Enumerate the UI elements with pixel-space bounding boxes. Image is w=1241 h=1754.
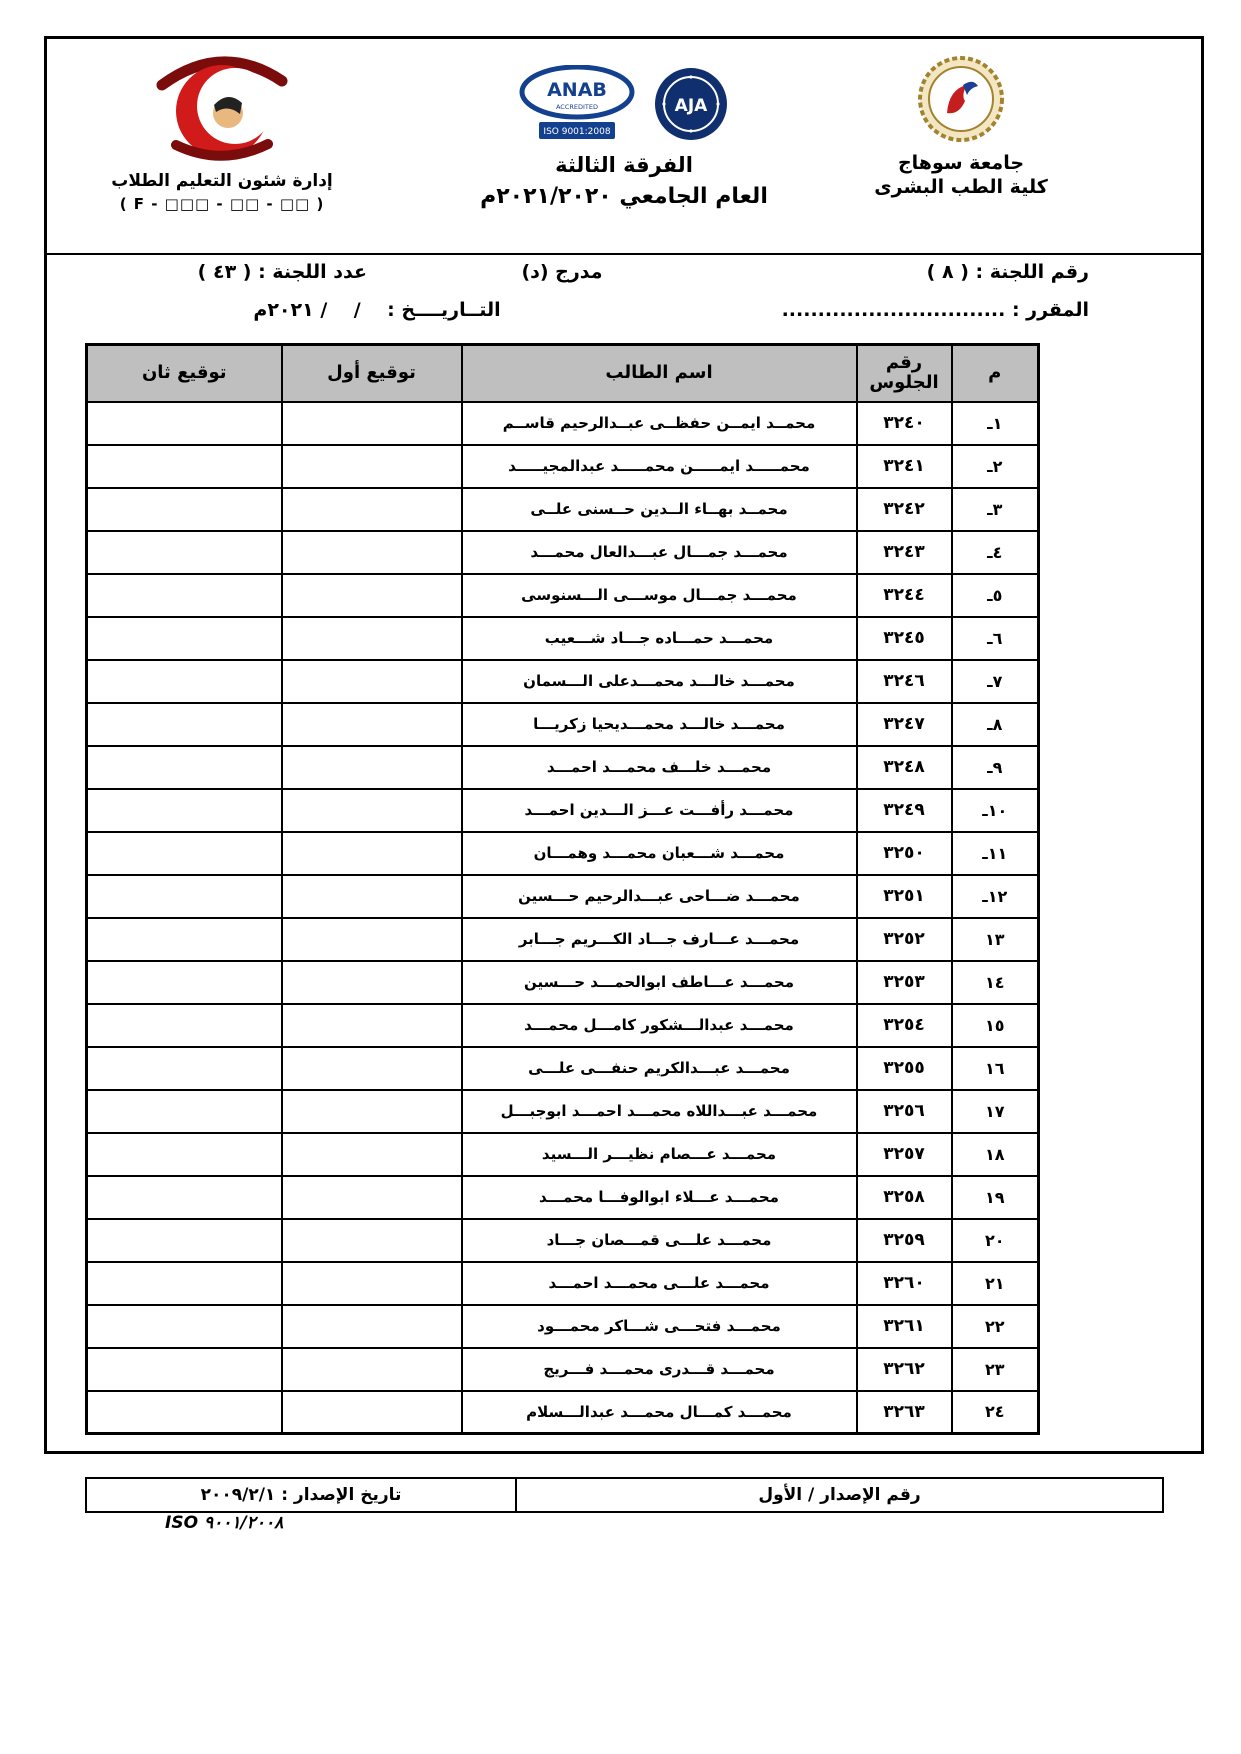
first-signature-cell <box>282 488 462 531</box>
name-cell: محمـــد قـــدرى محمـــد فـــريج <box>462 1348 857 1391</box>
seat-cell: ٣٢٥٥ <box>857 1047 952 1090</box>
first-signature-cell <box>282 402 462 445</box>
table-row <box>87 832 1039 875</box>
name-cell: محمـــد جمـــال عبـــدالعال محمـــد <box>462 531 857 574</box>
name-cell: محمـــد خالـــد محمـــدعلى الـــسمان <box>462 660 857 703</box>
seat-cell: ٣٢٥٢ <box>857 918 952 961</box>
header-left-block <box>82 45 362 213</box>
table-row <box>87 617 1039 660</box>
table-row <box>87 1176 1039 1219</box>
first-signature-cell <box>282 574 462 617</box>
seat-cell: ٣٢٤٨ <box>857 746 952 789</box>
first-signature-cell <box>282 832 462 875</box>
index-cell: ٨ـ <box>952 703 1039 746</box>
index-cell: ١٧ <box>952 1090 1039 1133</box>
roster-body <box>87 402 1039 1434</box>
table-row <box>87 445 1039 488</box>
table-row <box>87 531 1039 574</box>
table-row <box>87 1090 1039 1133</box>
first-signature-cell <box>282 875 462 918</box>
faculty-crescent-logo-icon <box>132 45 312 161</box>
first-signature-cell <box>282 531 462 574</box>
index-cell: ٢ـ <box>952 445 1039 488</box>
index-cell: ١٥ <box>952 1004 1039 1047</box>
second-signature-cell <box>87 1262 282 1305</box>
table-row <box>87 1047 1039 1090</box>
grade-title: الفرقة الثالثة <box>555 153 693 177</box>
index-cell: ٦ـ <box>952 617 1039 660</box>
header-right-block <box>849 55 1073 200</box>
index-cell: ٣ـ <box>952 488 1039 531</box>
index-cell: ١٣ <box>952 918 1039 961</box>
name-cell: محمـــد عـــاطف ابوالحمـــد حـــسين <box>462 961 857 1004</box>
index-cell: ٩ـ <box>952 746 1039 789</box>
second-signature-cell <box>87 1176 282 1219</box>
seat-cell: ٣٢٤٧ <box>857 703 952 746</box>
committee-count: عدد اللجنة : ( ٤٣ ) <box>197 261 367 283</box>
name-cell: محمـــد شـــعبان محمـــد وهمـــان <box>462 832 857 875</box>
first-signature-cell <box>282 703 462 746</box>
name-cell: محمــد بهــاء الــدين حــسنى علــى <box>462 488 857 531</box>
name-cell: محمـــــد ايمـــــن محمـــــد عبدالمجيـــــد <box>462 445 857 488</box>
second-signature-cell <box>87 875 282 918</box>
seat-cell: ٣٢٦١ <box>857 1305 952 1348</box>
first-signature-cell <box>282 746 462 789</box>
table-row <box>87 1391 1039 1434</box>
name-cell: محمـــد عبدالـــشكور كامـــل محمـــد <box>462 1004 857 1047</box>
seat-cell: ٣٢٤٣ <box>857 531 952 574</box>
seat-cell: ٣٢٤١ <box>857 445 952 488</box>
name-cell: محمـــد عـــارف جـــاد الكـــريم جـــابر <box>462 918 857 961</box>
first-signature-cell <box>282 1176 462 1219</box>
second-signature-cell <box>87 918 282 961</box>
second-signature-cell <box>87 789 282 832</box>
first-signature-cell <box>282 1348 462 1391</box>
first-signature-cell <box>282 1391 462 1434</box>
second-signature-cell <box>87 1348 282 1391</box>
footer-bar <box>85 1477 1164 1513</box>
first-signature-cell <box>282 1262 462 1305</box>
committee-info-section <box>47 253 1201 345</box>
header-center-block <box>404 65 844 209</box>
seat-cell: ٣٢٤٥ <box>857 617 952 660</box>
table-row <box>87 1305 1039 1348</box>
index-cell: ١ـ <box>952 402 1039 445</box>
committee-number: رقم اللجنة : ( ٨ ) <box>926 261 1089 283</box>
first-signature-cell <box>282 1219 462 1262</box>
name-cell: محمــد ايمــن حفظــى عبــدالرحيم قاســم <box>462 402 857 445</box>
date-field: التــاريــــخ : / / ٢٠٢١م <box>253 299 501 321</box>
seat-cell: ٣٢٥٧ <box>857 1133 952 1176</box>
first-signature-cell <box>282 918 462 961</box>
index-cell: ٢٤ <box>952 1391 1039 1434</box>
name-cell: محمـــد حمـــاده جـــاد شـــعيب <box>462 617 857 660</box>
first-signature-cell <box>282 961 462 1004</box>
first-signature-header: توقيع أول <box>282 345 462 402</box>
aja-text: AJA <box>674 96 708 116</box>
first-signature-cell <box>282 789 462 832</box>
table-row <box>87 703 1039 746</box>
table-row <box>87 574 1039 617</box>
university-name: جامعة سوهاج <box>897 152 1025 174</box>
index-cell: ٢١ <box>952 1262 1039 1305</box>
second-signature-cell <box>87 531 282 574</box>
seat-cell: ٣٢٤٠ <box>857 402 952 445</box>
second-signature-cell <box>87 660 282 703</box>
index-cell: ١٦ <box>952 1047 1039 1090</box>
anab-text: ANAB <box>547 79 607 101</box>
second-signature-cell <box>87 1133 282 1176</box>
second-signature-cell <box>87 832 282 875</box>
second-signature-cell <box>87 746 282 789</box>
name-cell: محمـــد علـــى محمـــد احمـــد <box>462 1262 857 1305</box>
index-cell: ١٤ <box>952 961 1039 1004</box>
second-signature-cell <box>87 703 282 746</box>
index-cell: ٧ـ <box>952 660 1039 703</box>
first-signature-cell <box>282 660 462 703</box>
seat-cell: ٣٢٤٢ <box>857 488 952 531</box>
table-row <box>87 488 1039 531</box>
seat-cell: ٣٢٥٩ <box>857 1219 952 1262</box>
name-cell: محمـــد فتحـــى شـــاكر محمـــود <box>462 1305 857 1348</box>
name-cell: محمـــد كمـــال محمـــد عبدالـــسلام <box>462 1391 857 1434</box>
index-cell: ١١ـ <box>952 832 1039 875</box>
table-row <box>87 402 1039 445</box>
seat-cell: ٣٢٤٦ <box>857 660 952 703</box>
second-signature-header: توقيع ثان <box>87 345 282 402</box>
course-field: المقرر : ............................... <box>781 299 1089 321</box>
second-signature-cell <box>87 1090 282 1133</box>
seat-number-header: رقم الجلوس <box>857 345 952 402</box>
department-name: إدارة شئون التعليم الطلاب <box>111 171 333 191</box>
index-cell: ٥ـ <box>952 574 1039 617</box>
index-cell: ١٢ـ <box>952 875 1039 918</box>
seat-cell: ٣٢٤٤ <box>857 574 952 617</box>
table-row <box>87 875 1039 918</box>
index-cell: ٢٢ <box>952 1305 1039 1348</box>
student-name-header: اسم الطالب <box>462 345 857 402</box>
anab-logo-icon <box>518 65 636 143</box>
second-signature-cell <box>87 1219 282 1262</box>
index-header: م <box>952 345 1039 402</box>
table-row <box>87 789 1039 832</box>
second-signature-cell <box>87 1004 282 1047</box>
name-cell: محمـــد عبـــداللاه محمـــد احمـــد ابوجبـــل <box>462 1090 857 1133</box>
table-row <box>87 918 1039 961</box>
second-signature-cell <box>87 617 282 660</box>
certification-logos <box>404 65 844 143</box>
name-cell: محمـــد رأفـــت عـــز الـــدين احمـــد <box>462 789 857 832</box>
table-row <box>87 746 1039 789</box>
first-signature-cell <box>282 1090 462 1133</box>
seat-cell: ٣٢٦٢ <box>857 1348 952 1391</box>
index-cell: ٢٠ <box>952 1219 1039 1262</box>
iso-label: ISO ٩٠٠١/٢٠٠٨ <box>165 1513 284 1533</box>
index-cell: ١٩ <box>952 1176 1039 1219</box>
second-signature-cell <box>87 1305 282 1348</box>
seat-cell: ٣٢٥٦ <box>857 1090 952 1133</box>
seat-cell: ٣٢٥١ <box>857 875 952 918</box>
issue-number: رقم الإصدار / الأول <box>515 1479 1162 1511</box>
name-cell: محمـــد خالـــد محمـــديحيا زكريـــا <box>462 703 857 746</box>
seat-cell: ٣٢٦٣ <box>857 1391 952 1434</box>
first-signature-cell <box>282 445 462 488</box>
anab-iso-text: ISO 9001:2008 <box>543 127 611 137</box>
form-code: ( F - □□□ - □□ - □□ ) <box>119 195 325 213</box>
first-signature-cell <box>282 1004 462 1047</box>
name-cell: محمـــد عـــصام نظيـــر الـــسيد <box>462 1133 857 1176</box>
second-signature-cell <box>87 445 282 488</box>
university-seal-icon <box>917 55 1005 143</box>
first-signature-cell <box>282 1305 462 1348</box>
name-cell: محمـــد جمـــال موســـى الـــسنوسى <box>462 574 857 617</box>
hall-name: مدرج (د) <box>521 261 603 283</box>
document-header <box>47 39 1201 255</box>
table-row <box>87 961 1039 1004</box>
aja-logo-icon <box>652 65 730 143</box>
seat-cell: ٣٢٥٨ <box>857 1176 952 1219</box>
index-cell: ٤ـ <box>952 531 1039 574</box>
index-cell: ٢٣ <box>952 1348 1039 1391</box>
issue-date: تاريخ الإصدار : ٢٠٠٩/٢/١ <box>200 1485 402 1505</box>
second-signature-cell <box>87 488 282 531</box>
second-signature-cell <box>87 1391 282 1434</box>
index-cell: ١٨ <box>952 1133 1039 1176</box>
anab-accredited-text: ACCREDITED <box>555 103 599 111</box>
page-border-frame <box>44 36 1204 1454</box>
first-signature-cell <box>282 617 462 660</box>
seat-cell: ٣٢٥٤ <box>857 1004 952 1047</box>
faculty-name: كلية الطب البشرى <box>874 175 1048 198</box>
table-row <box>87 1262 1039 1305</box>
first-signature-cell <box>282 1047 462 1090</box>
seat-cell: ٣٢٥٠ <box>857 832 952 875</box>
first-signature-cell <box>282 1133 462 1176</box>
table-row <box>87 1133 1039 1176</box>
index-cell: ١٠ـ <box>952 789 1039 832</box>
name-cell: محمـــد عبـــدالكريم حنفـــى علـــى <box>462 1047 857 1090</box>
table-row <box>87 1004 1039 1047</box>
name-cell: محمـــد علـــى قمـــصان جـــاد <box>462 1219 857 1262</box>
academic-year-title: العام الجامعي ٢٠٢١/٢٠٢٠م <box>480 184 768 209</box>
attendance-table <box>85 343 1040 1435</box>
second-signature-cell <box>87 1047 282 1090</box>
second-signature-cell <box>87 961 282 1004</box>
seat-cell: ٣٢٦٠ <box>857 1262 952 1305</box>
table-header-row <box>87 345 1039 402</box>
second-signature-cell <box>87 574 282 617</box>
table-row <box>87 1348 1039 1391</box>
seat-cell: ٣٢٤٩ <box>857 789 952 832</box>
name-cell: محمـــد عـــلاء ابوالوفـــا محمـــد <box>462 1176 857 1219</box>
table-row <box>87 1219 1039 1262</box>
second-signature-cell <box>87 402 282 445</box>
seat-cell: ٣٢٥٣ <box>857 961 952 1004</box>
name-cell: محمـــد خلـــف محمـــد احمـــد <box>462 746 857 789</box>
table-row <box>87 660 1039 703</box>
name-cell: محمـــد ضـــاحى عبـــدالرحيم حـــسين <box>462 875 857 918</box>
